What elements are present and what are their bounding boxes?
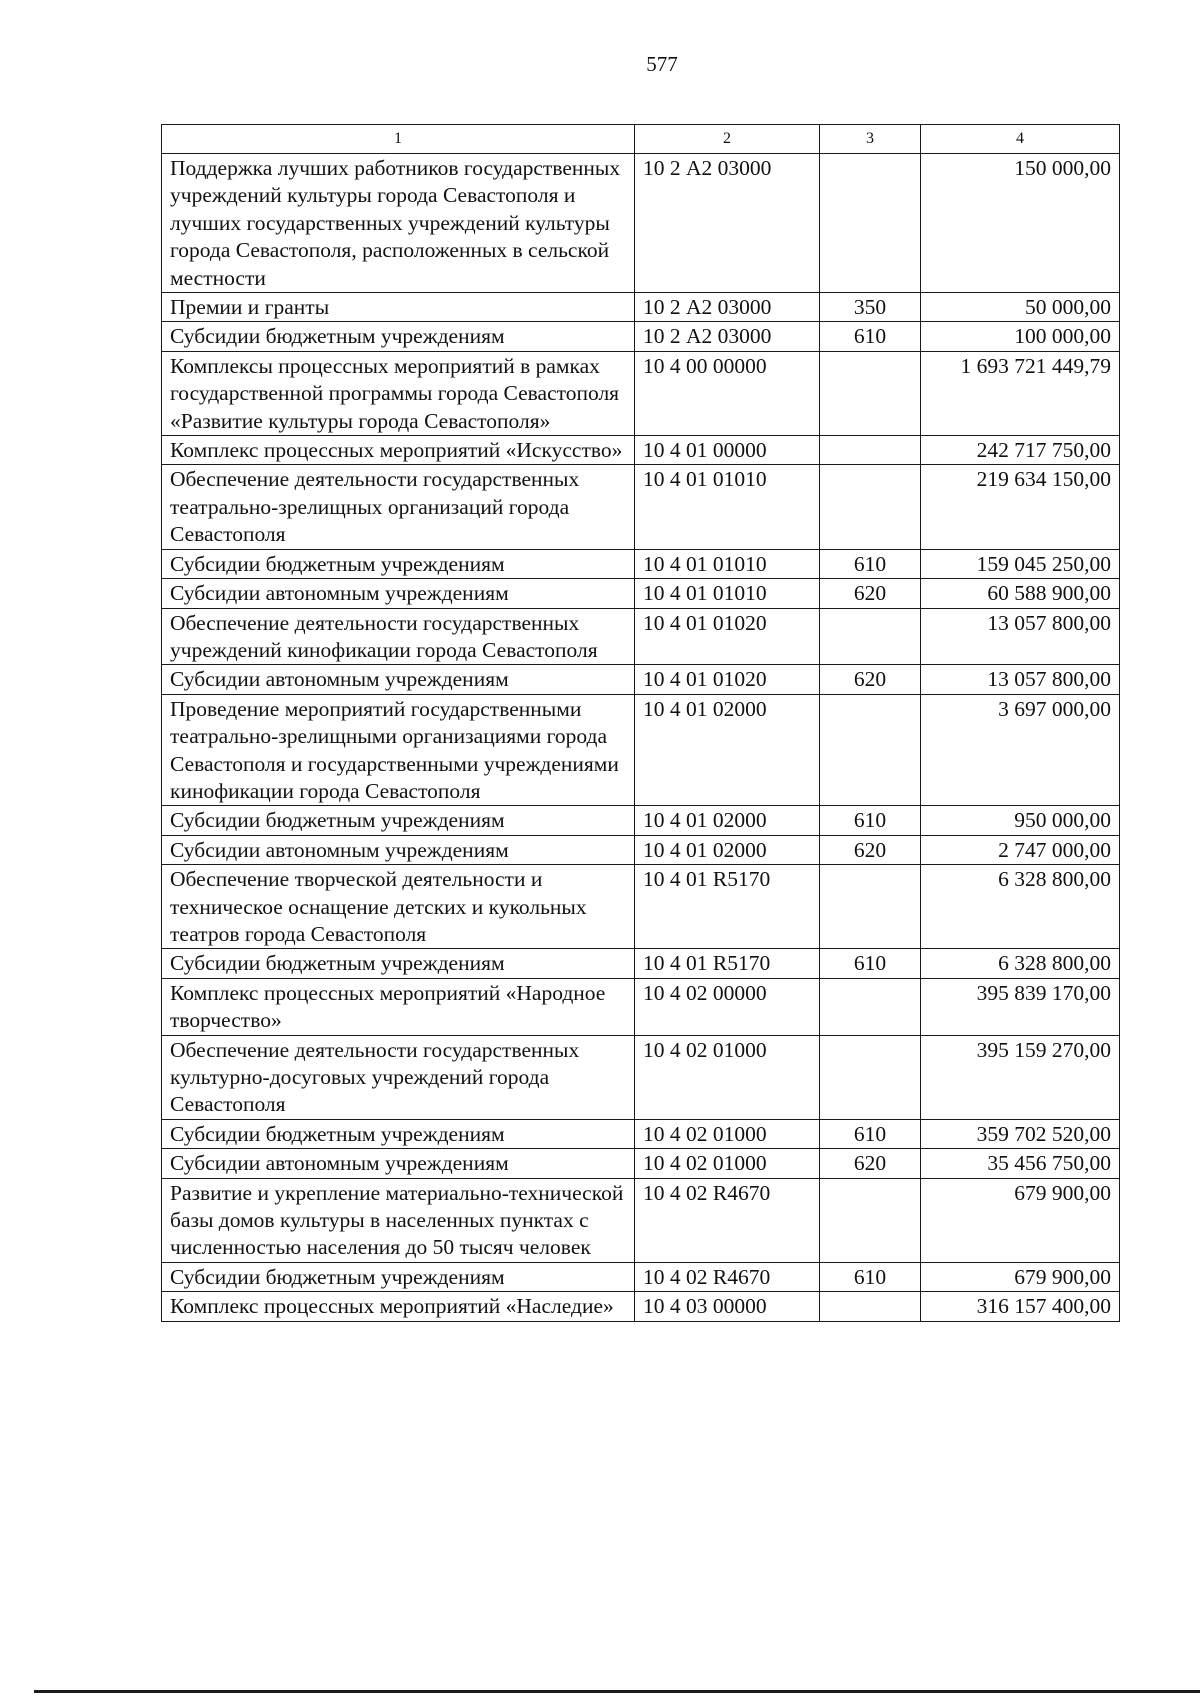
table-row [162, 579, 1120, 608]
cell-name: Поддержка лучших работников государственных учреждений культуры города Севастополя и лучших государственных учреждений культуры города Севастополя, расположенных в сельской местности [162, 154, 635, 293]
cell-expense-type [820, 978, 921, 1035]
cell-code: 10 4 01 01020 [635, 608, 820, 665]
table-row [162, 1119, 1120, 1148]
cell-expense-type [820, 694, 921, 806]
cell-expense-type: 620 [820, 1149, 921, 1178]
table-row [162, 549, 1120, 578]
cell-amount: 242 717 750,00 [921, 436, 1120, 465]
table-row [162, 1149, 1120, 1178]
cell-amount: 13 057 800,00 [921, 665, 1120, 694]
cell-amount: 2 747 000,00 [921, 835, 1120, 864]
cell-name: Развитие и укрепление материально-технической базы домов культуры в населенных пунктах с численностью населения до 50 тысяч человек [162, 1178, 635, 1262]
cell-amount: 6 328 800,00 [921, 949, 1120, 978]
table-row [162, 351, 1120, 435]
cell-expense-type: 610 [820, 1119, 921, 1148]
cell-name: Субсидии автономным учреждениям [162, 579, 635, 608]
table-row [162, 322, 1120, 351]
table-row [162, 806, 1120, 835]
cell-code: 10 4 01 02000 [635, 806, 820, 835]
cell-name: Обеспечение деятельности государственных учреждений кинофикации города Севастополя [162, 608, 635, 665]
cell-name: Обеспечение деятельности государственных культурно-досуговых учреждений города Севастополя [162, 1035, 635, 1119]
cell-expense-type: 610 [820, 806, 921, 835]
cell-code: 10 2 А2 03000 [635, 154, 820, 293]
cell-amount: 50 000,00 [921, 293, 1120, 322]
cell-code: 10 4 01 02000 [635, 835, 820, 864]
table-row [162, 1178, 1120, 1262]
table-row [162, 436, 1120, 465]
cell-amount: 219 634 150,00 [921, 465, 1120, 549]
cell-expense-type: 610 [820, 949, 921, 978]
cell-amount: 6 328 800,00 [921, 865, 1120, 949]
cell-name: Обеспечение творческой деятельности и техническое оснащение детских и кукольных театров города Севастополя [162, 865, 635, 949]
cell-name: Субсидии бюджетным учреждениям [162, 549, 635, 578]
table-row [162, 608, 1120, 665]
cell-amount: 950 000,00 [921, 806, 1120, 835]
cell-code: 10 4 01 00000 [635, 436, 820, 465]
cell-amount: 359 702 520,00 [921, 1119, 1120, 1148]
column-header-amount: 4 [921, 125, 1120, 154]
cell-name: Субсидии бюджетным учреждениям [162, 1262, 635, 1291]
cell-name: Субсидии бюджетным учреждениям [162, 806, 635, 835]
page-number: 577 [646, 52, 678, 76]
table-row [162, 1292, 1120, 1321]
cell-name: Субсидии автономным учреждениям [162, 665, 635, 694]
cell-expense-type: 350 [820, 293, 921, 322]
cell-name: Комплекс процессных мероприятий «Наследие» [162, 1292, 635, 1321]
cell-expense-type [820, 154, 921, 293]
cell-code: 10 4 02 R4670 [635, 1178, 820, 1262]
cell-amount: 316 157 400,00 [921, 1292, 1120, 1321]
cell-code: 10 4 02 01000 [635, 1119, 820, 1148]
column-header-type: 3 [820, 125, 921, 154]
cell-code: 10 4 02 R4670 [635, 1262, 820, 1291]
cell-name: Субсидии автономным учреждениям [162, 835, 635, 864]
cell-amount: 679 900,00 [921, 1178, 1120, 1262]
cell-amount: 679 900,00 [921, 1262, 1120, 1291]
cell-amount: 159 045 250,00 [921, 549, 1120, 578]
cell-amount: 150 000,00 [921, 154, 1120, 293]
table-row [162, 835, 1120, 864]
cell-name: Премии и гранты [162, 293, 635, 322]
table-row [162, 978, 1120, 1035]
cell-amount: 13 057 800,00 [921, 608, 1120, 665]
cell-name: Субсидии бюджетным учреждениям [162, 949, 635, 978]
cell-amount: 100 000,00 [921, 322, 1120, 351]
table-row [162, 154, 1120, 293]
cell-expense-type: 620 [820, 835, 921, 864]
column-header-code: 2 [635, 125, 820, 154]
cell-expense-type [820, 865, 921, 949]
cell-name: Субсидии бюджетным учреждениям [162, 1119, 635, 1148]
cell-expense-type [820, 1178, 921, 1262]
cell-name: Комплексы процессных мероприятий в рамках государственной программы города Севастополя «Развитие культуры города Севастополя» [162, 351, 635, 435]
table-row [162, 293, 1120, 322]
cell-amount: 395 159 270,00 [921, 1035, 1120, 1119]
cell-expense-type [820, 1292, 921, 1321]
cell-name: Субсидии бюджетным учреждениям [162, 322, 635, 351]
cell-amount: 395 839 170,00 [921, 978, 1120, 1035]
cell-name: Проведение мероприятий государственными театрально-зрелищными организациями города Севастополя и государственными учреждениями кинофикации города Севастополя [162, 694, 635, 806]
table-row [162, 694, 1120, 806]
cell-amount: 35 456 750,00 [921, 1149, 1120, 1178]
cell-code: 10 2 А2 03000 [635, 293, 820, 322]
cell-code: 10 4 02 00000 [635, 978, 820, 1035]
cell-code: 10 4 01 01010 [635, 549, 820, 578]
cell-code: 10 4 02 01000 [635, 1035, 820, 1119]
table-row [162, 949, 1120, 978]
cell-expense-type: 620 [820, 665, 921, 694]
table-body [162, 154, 1120, 1322]
cell-amount: 3 697 000,00 [921, 694, 1120, 806]
table-row [162, 1262, 1120, 1291]
cell-code: 10 4 03 00000 [635, 1292, 820, 1321]
cell-expense-type [820, 351, 921, 435]
cell-code: 10 4 01 01010 [635, 465, 820, 549]
cell-expense-type [820, 608, 921, 665]
table-row [162, 465, 1120, 549]
budget-table [161, 124, 1120, 1322]
cell-code: 10 4 01 R5170 [635, 865, 820, 949]
table-row [162, 865, 1120, 949]
cell-name: Комплекс процессных мероприятий «Народное творчество» [162, 978, 635, 1035]
cell-code: 10 4 02 01000 [635, 1149, 820, 1178]
cell-expense-type [820, 465, 921, 549]
cell-expense-type: 610 [820, 1262, 921, 1291]
cell-amount: 1 693 721 449,79 [921, 351, 1120, 435]
cell-code: 10 4 00 00000 [635, 351, 820, 435]
bottom-scan-border [34, 1690, 1200, 1693]
cell-expense-type: 610 [820, 322, 921, 351]
cell-code: 10 2 А2 03000 [635, 322, 820, 351]
cell-expense-type [820, 1035, 921, 1119]
cell-name: Обеспечение деятельности государственных театрально-зрелищных организаций города Севастополя [162, 465, 635, 549]
cell-code: 10 4 01 01020 [635, 665, 820, 694]
cell-code: 10 4 01 02000 [635, 694, 820, 806]
cell-name: Комплекс процессных мероприятий «Искусство» [162, 436, 635, 465]
cell-amount: 60 588 900,00 [921, 579, 1120, 608]
table-row [162, 665, 1120, 694]
column-header-name: 1 [162, 125, 635, 154]
table-header-row [162, 125, 1120, 154]
cell-expense-type [820, 436, 921, 465]
cell-name: Субсидии автономным учреждениям [162, 1149, 635, 1178]
table-row [162, 1035, 1120, 1119]
cell-code: 10 4 01 R5170 [635, 949, 820, 978]
cell-expense-type: 610 [820, 549, 921, 578]
cell-code: 10 4 01 01010 [635, 579, 820, 608]
cell-expense-type: 620 [820, 579, 921, 608]
